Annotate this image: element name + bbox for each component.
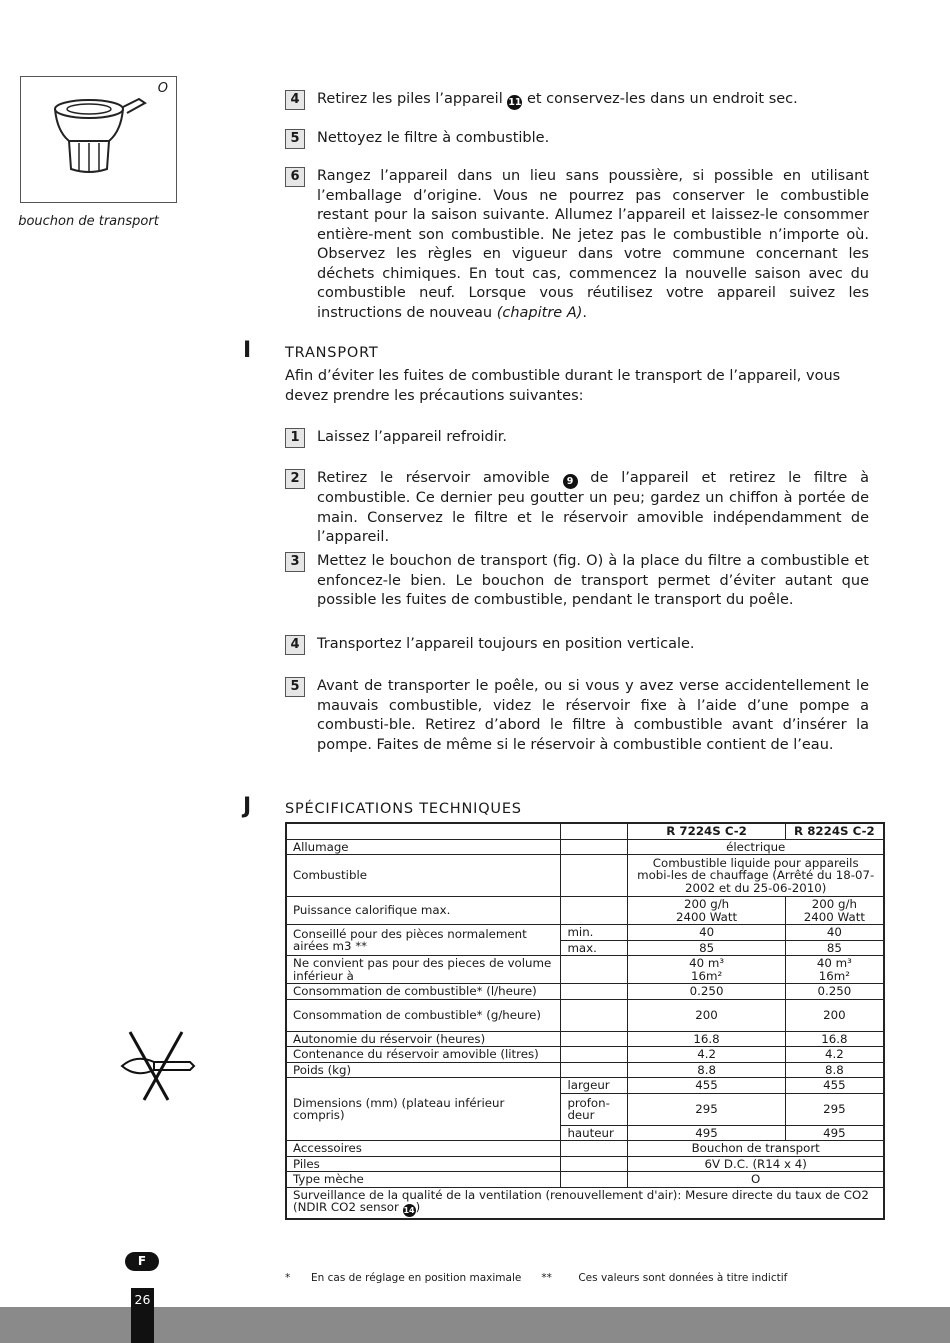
- step-text: Avant de transporter le poêle, ou si vous y avez verse accidentellement le mauvais combustible, videz le réservoir fixe à l’aide d’une pompe a combusti-ble. Retirez d’abord le filtre à combustible avant d’insérer la pompe. Faites de même si le réservoir à combustible contient de l’eau.: [317, 678, 869, 753]
- tank-ref-icon: 9: [563, 474, 578, 489]
- footnote-mark: **: [541, 1272, 552, 1284]
- step-text: Nettoyez le filtre à combustible.: [317, 130, 550, 146]
- cell-value: 295: [628, 1093, 785, 1125]
- row-label: Autonomie du réservoir (heures): [286, 1031, 561, 1047]
- row-label: Combustible: [286, 855, 561, 897]
- step-text: Laissez l’appareil refroidir.: [317, 429, 507, 445]
- section-title-transport: TRANSPORT: [285, 345, 379, 361]
- cell-value: Combustible liquide pour appareils mobi-les de chauffage (Arrêté du 18-07-2002 et du 25-06-2010): [628, 855, 884, 897]
- cell-value: 40 m³ 16m²: [628, 956, 785, 984]
- ventilation-note: [286, 1187, 884, 1219]
- step-number: 5: [285, 677, 305, 697]
- footnote-1: En cas de réglage en position maximale: [311, 1272, 522, 1284]
- cell-value: 85: [628, 940, 785, 956]
- step-text-tail: .: [582, 304, 588, 321]
- footnotes: [285, 1272, 787, 1284]
- section-intro: Afin d’éviter les fuites de combustible durant le transport de l’appareil, vous devez prendre les précautions suivantes:: [285, 368, 841, 404]
- table-row: [286, 1047, 884, 1063]
- ventilation-text-tail: ): [415, 1200, 421, 1214]
- cell-value: 4.2: [628, 1047, 785, 1063]
- sub-label: min.: [561, 925, 628, 941]
- table-row: [286, 897, 884, 925]
- table-row: [286, 1172, 884, 1188]
- cell-value: 16.8: [628, 1031, 785, 1047]
- sub-label: max.: [561, 940, 628, 956]
- transport-step-5: [285, 677, 869, 755]
- row-label: Piles: [286, 1156, 561, 1172]
- language-badge: F: [125, 1252, 159, 1271]
- row-label: Dimensions (mm) (plateau inférieur compris): [286, 1078, 561, 1141]
- row-label: Ne convient pas pour des pieces de volume inférieur à: [286, 956, 561, 984]
- cell-value: 295: [785, 1093, 884, 1125]
- cell-value: 200 g/h 2400 Watt: [785, 897, 884, 925]
- sensor-ref-icon: 14: [403, 1206, 415, 1215]
- cell-value: 495: [785, 1125, 884, 1141]
- page-number: 26: [131, 1288, 154, 1343]
- row-label: Type mèche: [286, 1172, 561, 1188]
- storage-step-4: [285, 90, 869, 110]
- cell-value: 40: [628, 925, 785, 941]
- cell-value: 455: [785, 1078, 884, 1094]
- table-row: [286, 1078, 884, 1094]
- cell-value: électrique: [628, 839, 884, 855]
- section-title-specs: SPÉCIFICATIONS TECHNIQUES: [285, 801, 522, 817]
- transport-step-4: [285, 635, 869, 655]
- row-label: Contenance du réservoir amovible (litres): [286, 1047, 561, 1063]
- row-label: Consommation de combustible* (l/heure): [286, 984, 561, 1000]
- step-number: 4: [285, 90, 305, 110]
- transport-step-3: [285, 552, 869, 611]
- footnote-mark: *: [285, 1272, 291, 1284]
- row-label: Puissance calorifique max.: [286, 897, 561, 925]
- cell-value: 200 g/h 2400 Watt: [628, 897, 785, 925]
- step-number: 1: [285, 428, 305, 448]
- figure-letter: O: [157, 81, 168, 96]
- row-label: Allumage: [286, 839, 561, 855]
- sub-label: largeur: [561, 1078, 628, 1094]
- step-text: Retirez les piles l’appareil: [317, 91, 508, 107]
- row-label: Accessoires: [286, 1141, 561, 1157]
- row-label: Poids (kg): [286, 1062, 561, 1078]
- section-letter-j: J: [243, 794, 252, 819]
- battery-ref-icon: 11: [508, 97, 522, 108]
- table-row: [286, 925, 884, 941]
- no-tools-icon: [116, 1028, 196, 1104]
- figure-box: [20, 76, 177, 203]
- step-number: 5: [285, 129, 305, 149]
- table-row: [286, 855, 884, 897]
- step-number: 2: [285, 469, 305, 489]
- step-text: Transportez l’appareil toujours en position verticale.: [317, 636, 695, 652]
- step-number: 3: [285, 552, 305, 572]
- cell-value: 200: [785, 999, 884, 1031]
- chapter-reference: (chapitre A): [496, 304, 583, 321]
- transport-cap-illustration: [41, 91, 161, 191]
- cell-value: 8.8: [628, 1062, 785, 1078]
- table-row: [286, 984, 884, 1000]
- step-text: et conservez-les dans un endroit sec.: [522, 91, 798, 107]
- cell-value: 85: [785, 940, 884, 956]
- cell-value: 455: [628, 1078, 785, 1094]
- sub-label: profon-deur: [561, 1093, 628, 1125]
- table-row: [286, 999, 884, 1031]
- cell-value: 0.250: [785, 984, 884, 1000]
- transport-step-2: [285, 469, 869, 548]
- footnote-2: Ces valeurs sont données à titre indictif: [578, 1272, 788, 1284]
- table-row: [286, 956, 884, 984]
- cell-value: 200: [628, 999, 785, 1031]
- transport-step-1: [285, 428, 869, 448]
- cell-value: 0.250: [628, 984, 785, 1000]
- figure-caption: bouchon de transport: [18, 214, 159, 229]
- cell-value: 4.2: [785, 1047, 884, 1063]
- model-header: R 8224S C-2: [785, 823, 884, 839]
- cell-value: O: [628, 1172, 884, 1188]
- step-text: Mettez le bouchon de transport (fig. O) à la place du filtre a combustible et enfoncez-le bien. Le bouchon de transport permet d’éviter autant que possible les fuites de combustible, pendant le transport du poêle.: [317, 553, 869, 608]
- specifications-table: [285, 822, 885, 1220]
- step-number: 6: [285, 167, 305, 187]
- step-text: Rangez l’appareil dans un lieu sans poussière, si possible en utilisant l’emballage d’origine. Vous ne pourrez pas conserver le combustible restant pour la saison suivante. Allumez l’appareil et laissez-le consommer entière-ment son combustible. Ne jetez pas le combustible n’importe où. Observez les règles en vigueur dans votre commune concernant les déchets chimiques. En tout cas, commencez la nouvelle saison avec du combustible neuf. Lorsque vous réutilisez votre appareil suivez les instructions de nouveau: [317, 168, 869, 321]
- table-row: [286, 1187, 884, 1219]
- row-label: Consommation de combustible* (g/heure): [286, 999, 561, 1031]
- cell-value: 40 m³ 16m²: [785, 956, 884, 984]
- step-text: Retirez le réservoir amovible: [317, 470, 563, 486]
- table-row: [286, 1141, 884, 1157]
- cell-value: 16.8: [785, 1031, 884, 1047]
- step-number: 4: [285, 635, 305, 655]
- row-label: Conseillé pour des pièces normalement airées m3 **: [286, 925, 561, 956]
- table-row: [286, 1156, 884, 1172]
- storage-step-6: [285, 167, 869, 323]
- table-row: [286, 1031, 884, 1047]
- cell-value: 40: [785, 925, 884, 941]
- table-row: [286, 839, 884, 855]
- model-header: R 7224S C-2: [628, 823, 785, 839]
- cell-value: 6V D.C. (R14 x 4): [628, 1156, 884, 1172]
- table-row: [286, 1062, 884, 1078]
- table-header-row: [286, 823, 884, 839]
- step-text: de l’appareil et retirez le filtre à combustible. Ce dernier peu goutter un peu; gardez un chiffon à portée de main. Conservez le filtre et le réservoir amovible indépendamment de l’appareil.: [317, 470, 869, 545]
- cell-value: 495: [628, 1125, 785, 1141]
- storage-step-5: [285, 129, 869, 149]
- sub-label: hauteur: [561, 1125, 628, 1141]
- cell-value: 8.8: [785, 1062, 884, 1078]
- section-letter-i: I: [243, 338, 252, 363]
- cell-value: Bouchon de transport: [628, 1141, 884, 1157]
- ventilation-text: Surveillance de la qualité de la ventilation (renouvellement d'air): Mesure directe du taux de CO2 (NDIR CO2 sensor: [293, 1187, 869, 1214]
